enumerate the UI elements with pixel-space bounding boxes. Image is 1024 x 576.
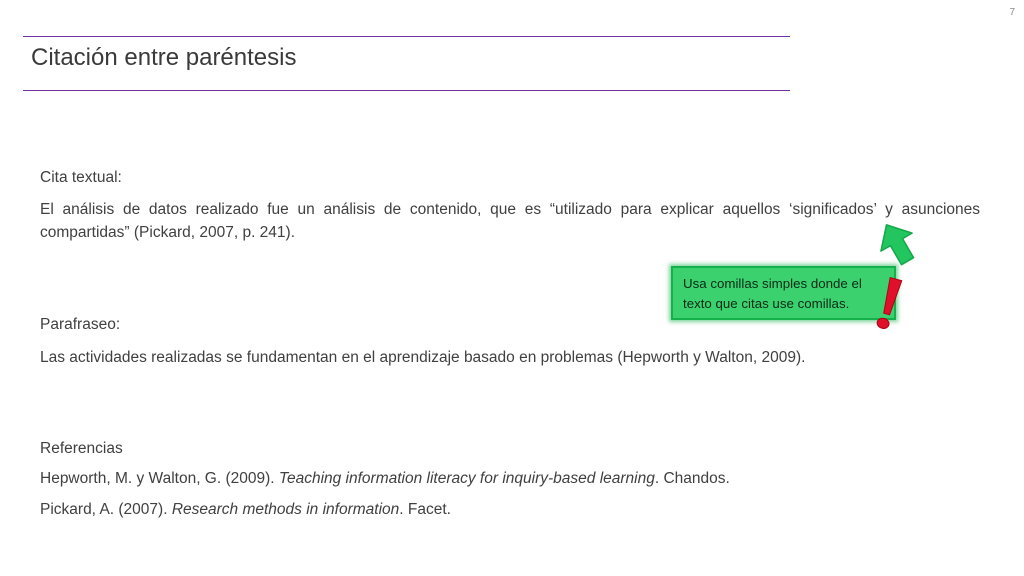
reference-entry-hepworth (40, 467, 980, 490)
callout-box (671, 266, 896, 320)
slide-title: Citación entre paréntesis (31, 44, 297, 71)
page-number: 7 (1009, 7, 1015, 18)
cita-textual-text: El análisis de datos realizado fue un análisis de contenido, que es “utilizado para explicar aquellos ‘significados’ y asunciones compartidas” (Pickard, 2007, p. 241). (40, 201, 980, 241)
reference-entry-pickard (40, 498, 980, 521)
title-rule-bottom (23, 90, 790, 91)
title-rule-top (23, 36, 790, 37)
reference-publisher: . Facet. (399, 501, 451, 518)
parafraseo-label: Parafraseo: (40, 316, 121, 333)
exclamation-icon (868, 274, 908, 336)
callout-line-1: Usa comillas simples donde el (683, 276, 862, 291)
reference-authors: Pickard, A. (2007). (40, 501, 172, 518)
reference-publisher: . Chandos. (654, 470, 730, 487)
callout-line-2: texto que citas use comillas. (683, 296, 850, 311)
reference-title: Teaching information literacy for inquiry-based learning (278, 470, 655, 487)
cita-textual-label: Cita textual: (40, 169, 122, 186)
callout-text (683, 274, 888, 314)
reference-authors: Hepworth, M. y Walton, G. (2009). (40, 470, 279, 487)
reference-title: Research methods in information (171, 501, 400, 518)
referencias-heading: Referencias (40, 440, 123, 457)
parafraseo-text: Las actividades realizadas se fundamentan en el aprendizaje basado en problemas (Hepworth y Walton, 2009). (40, 349, 806, 366)
arrow-up-right-icon (872, 218, 922, 268)
